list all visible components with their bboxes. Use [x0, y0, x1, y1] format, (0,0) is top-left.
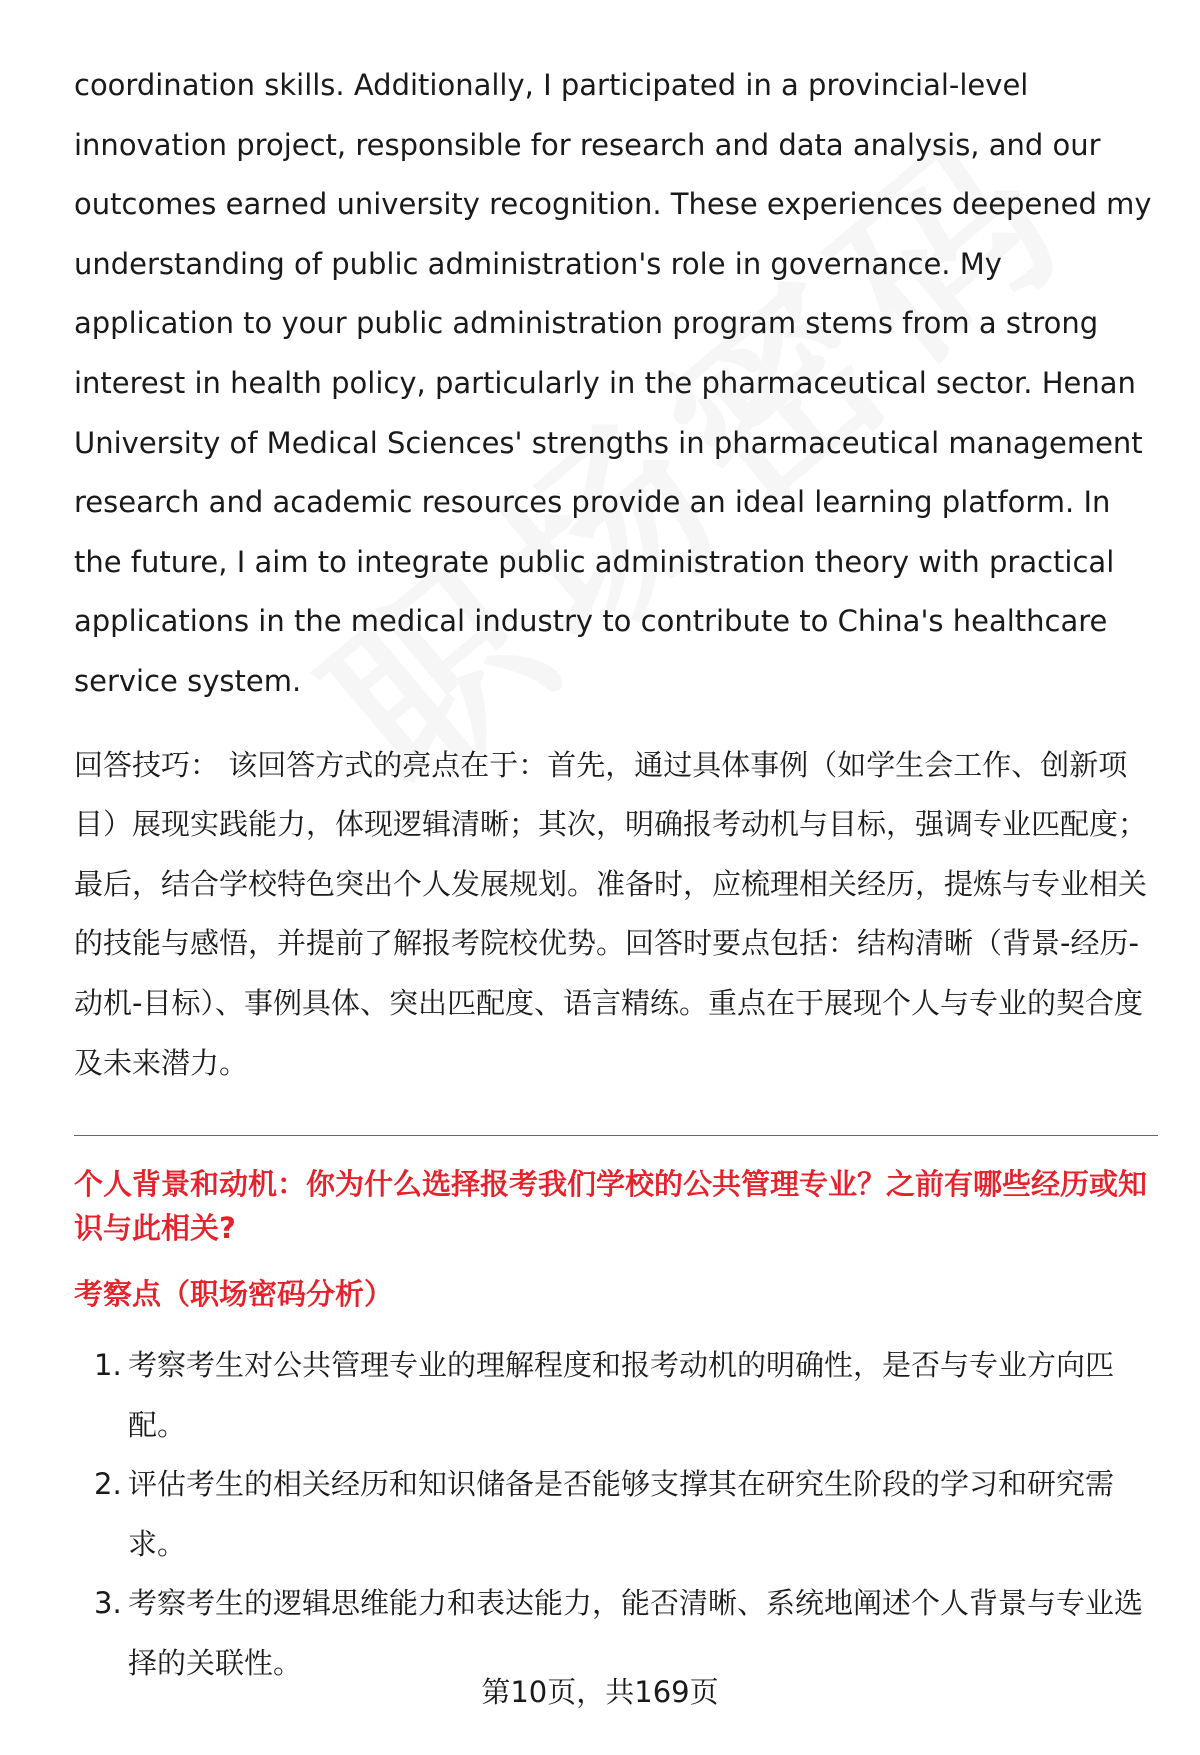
list-item-text: 考察考生的逻辑思维能力和表达能力，能否清晰、系统地阐述个人背景与专业选择的关联性。	[128, 1586, 1144, 1681]
section-divider	[74, 1135, 1158, 1136]
page-number-footer: 第10页，共169页	[481, 1675, 719, 1709]
list-item	[74, 1336, 1158, 1455]
list-item-number: 1.	[94, 1348, 122, 1383]
assessment-heading: 考察点（职场密码分析）	[74, 1277, 394, 1312]
list-item-text: 考察考生对公共管理专业的理解程度和报考动机的明确性，是否与专业方向匹配。	[128, 1348, 1115, 1442]
assessment-points-list	[74, 1336, 1158, 1694]
english-paragraph: coordination skills. Additionally, I participated in a provincial-level innovation project, responsible for research and data analysis, and our outcomes earned university recognition. These experiences deepened my understanding of public administration's role in governance. My application to your public administration program stems from a strong interest in health policy, particularly in the pharmaceutical sector. Henan University of Medical Sciences' strengths in pharmaceutical management research and academic resources provide an ideal learning platform. In the future, I aim to integrate public administration theory with practical applications in the medical industry to contribute to China's healthcare service system.	[74, 68, 1152, 698]
list-item-number: 2.	[94, 1467, 122, 1502]
question-heading: 个人背景和动机：你为什么选择报考我们学校的公共管理专业？之前有哪些经历或知识与此相关?	[74, 1167, 1148, 1246]
list-item-number: 3.	[94, 1586, 122, 1621]
answer-tips-paragraph: 回答技巧： 该回答方式的亮点在于：首先，通过具体事例（如学生会工作、创新项目）展现实践能力，体现逻辑清晰；其次，明确报考动机与目标，强调专业匹配度；最后，结合学校特色突出个人发展规划。准备时，应梳理相关经历，提炼与专业相关的技能与感悟，并提前了解报考院校优势。回答时要点包括：结构清晰（背景-经历-动机-目标）、事例具体、突出匹配度、语言精练。重点在于展现个人与专业的契合度及未来潜力。	[74, 747, 1148, 1080]
page-content	[74, 56, 1158, 1694]
list-item-text: 评估考生的相关经历和知识储备是否能够支撑其在研究生阶段的学习和研究需求。	[128, 1467, 1115, 1561]
list-item	[74, 1455, 1158, 1574]
